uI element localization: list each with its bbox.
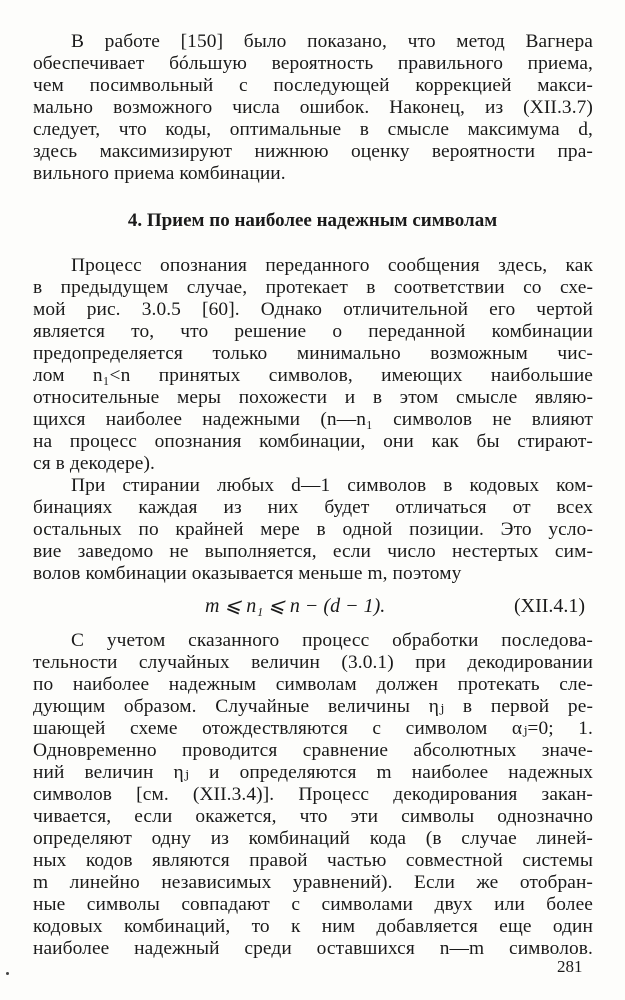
scan-speck xyxy=(6,972,9,975)
text-line: остальных по крайней мере в одной позиции. Это усло- xyxy=(33,519,593,540)
text-line: дующим образом. Случайные величины ηⱼ в первой ре- xyxy=(33,696,593,717)
page-number: 281 xyxy=(557,957,583,976)
text-line: по наиболее надежным символам должен протекать сле- xyxy=(33,674,593,695)
text-line: Одновременно проводится сравнение абсолютных значе- xyxy=(33,740,593,761)
text-line: щихся наиболее надежными (n—n₁ символов не влияют xyxy=(33,409,593,430)
text-line: вие заведомо не выполняется, если число нестертых сим- xyxy=(33,541,593,562)
text-line: Процесс опознания переданного сообщения здесь, как xyxy=(71,255,593,276)
text-line: наиболее надежный среди оставшихся n—m символов. xyxy=(33,938,593,959)
text-line: здесь максимизируют нижнюю оценку вероятности пра- xyxy=(33,141,593,162)
text-line: ний величин ηⱼ и определяются m наиболее надежных xyxy=(33,762,593,783)
text-line: m линейно независимых уравнений). Если же отобран- xyxy=(33,872,593,893)
text-line: следует, что коды, оптимальные в смысле максимума d, xyxy=(33,119,593,140)
equation-number: (XII.4.1) xyxy=(514,595,586,617)
text-line: кодовых комбинаций, то к ним добавляется еще один xyxy=(33,916,593,937)
section-heading: 4. Прием по наиболее надежным символам xyxy=(127,210,498,231)
text-line: мой рис. 3.0.5 [60]. Однако отличительной его чертой xyxy=(33,299,593,320)
text-line: является то, что решение о переданной комбинации xyxy=(33,321,593,342)
text-line: чем посимвольный с последующей коррекцией макси- xyxy=(33,75,593,96)
text-line: ные символы совпадают с символами двух или более xyxy=(33,894,593,915)
text-line: шающей схеме отождествляются с символом αⱼ=0; 1. xyxy=(33,718,593,739)
text-line: на процесс опознания комбинации, они как бы стирают- xyxy=(33,431,593,452)
text-line: С учетом сказанного процесс обработки последова- xyxy=(71,630,593,651)
text-line: обеспечивает бóльшую вероятность правильного приема, xyxy=(33,53,593,74)
text-line: бинациях каждая из них будет отличаться от всех xyxy=(33,497,593,518)
formula: m ⩽ n₁ ⩽ n − (d − 1). xyxy=(205,595,386,617)
text-line: предопределяется только минимально возможным чис- xyxy=(33,343,593,364)
text-line: тельности случайных величин (3.0.1) при декодировании xyxy=(33,652,593,673)
text-line: В работе [150] было показано, что метод Вагнера xyxy=(71,31,593,52)
text-line: символов [см. (XII.3.4)]. Процесс декодирования закан- xyxy=(33,784,593,805)
text-line: При стирании любых d—1 символов в кодовых ком- xyxy=(71,475,593,496)
text-line: вильного приема комбинации. xyxy=(33,163,286,184)
text-line: относительные меры похожести и в этом смысле являю- xyxy=(33,387,593,408)
text-line: чивается, если окажется, что эти символы однозначно xyxy=(33,806,593,827)
text-line: в предыдущем случае, протекает в соответствии со схе- xyxy=(33,277,593,298)
text-line: ных кодов являются правой частью совместной системы xyxy=(33,850,593,871)
text-line: определяют одну из комбинаций кода (в случае линей- xyxy=(33,828,593,849)
text-line: ся в декодере). xyxy=(33,453,155,474)
text-line: мально возможного числа ошибок. Наконец, из (XII.3.7) xyxy=(33,97,593,118)
text-line: лом n₁<n принятых символов, имеющих наибольшие xyxy=(33,365,593,386)
text-line: волов комбинации оказывается меньше m, поэтому xyxy=(33,563,462,584)
